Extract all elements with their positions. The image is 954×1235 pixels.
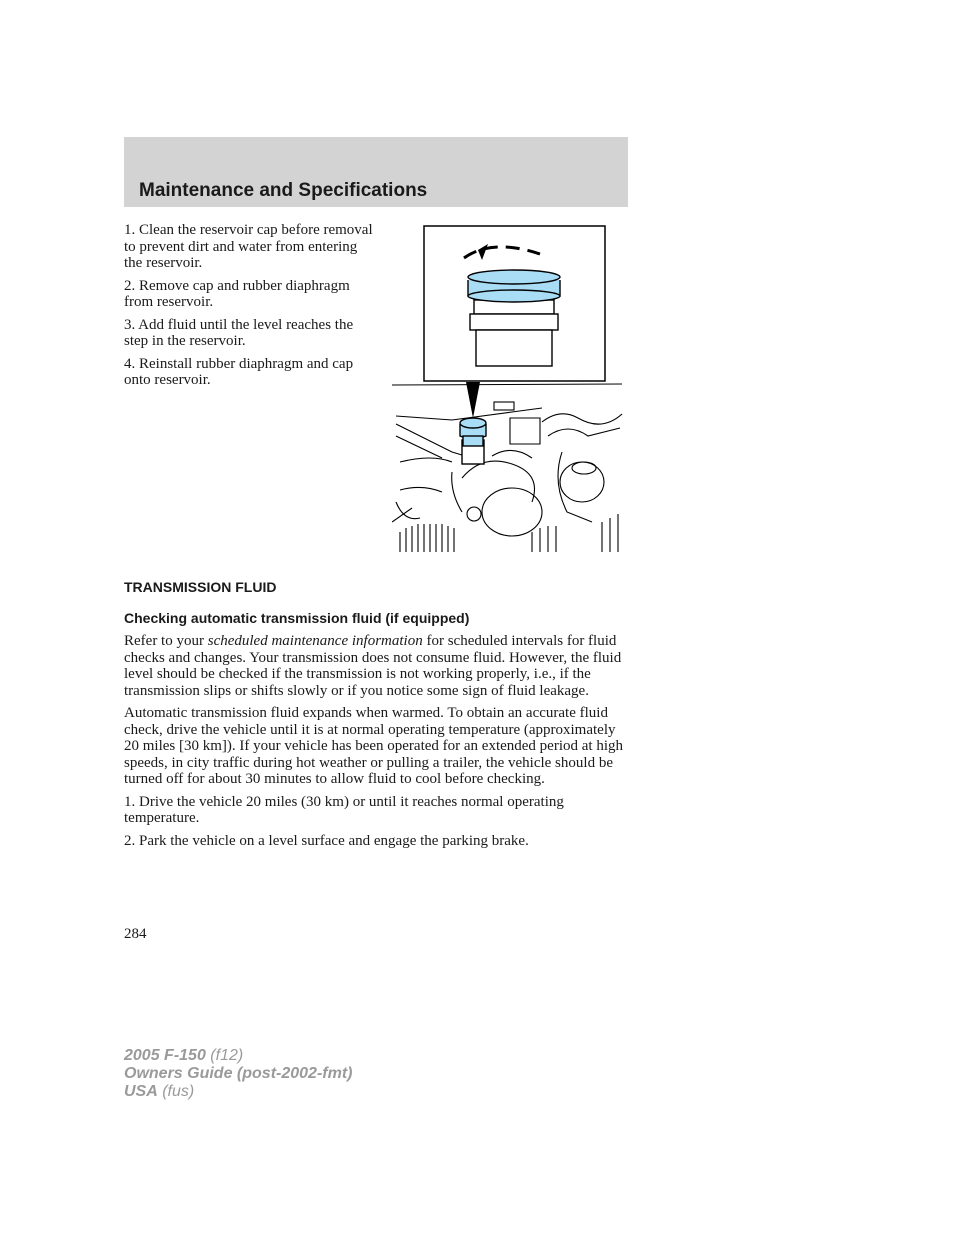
paragraph-1-italic: scheduled maintenance information bbox=[207, 633, 423, 649]
step-4: 4. Reinstall rubber diaphragm and cap onto reservoir. bbox=[124, 355, 354, 388]
engine-bay-drawing bbox=[392, 384, 622, 552]
footer-market: USA bbox=[124, 1083, 158, 1100]
procedure-item-1: 1. Drive the vehicle 20 miles (30 km) or until it reaches normal operating temperature. bbox=[124, 793, 564, 826]
footer-market-code: (fus) bbox=[157, 1083, 195, 1100]
pointer-wedge bbox=[466, 382, 480, 418]
section-title: Maintenance and Specifications bbox=[139, 180, 428, 201]
footer-model: 2005 F-150 bbox=[124, 1047, 206, 1064]
reservoir-cap-enlarged bbox=[468, 270, 560, 366]
section-header-band bbox=[124, 137, 628, 207]
footer-line-1 bbox=[124, 1047, 352, 1065]
footer-line-2: Owners Guide (post-2002-fmt) bbox=[124, 1065, 353, 1082]
reservoir-cap-illustration bbox=[392, 222, 628, 557]
procedure-item-2: 2. Park the vehicle on a level surface and engage the parking brake. bbox=[124, 832, 529, 849]
footer-model-code: (f12) bbox=[205, 1047, 244, 1064]
reservoir-steps bbox=[124, 222, 374, 395]
paragraph-1-start: Refer to your bbox=[124, 633, 208, 649]
document-footer bbox=[124, 1047, 352, 1101]
paragraph-1 bbox=[124, 633, 632, 699]
footer-line-3 bbox=[124, 1083, 352, 1101]
page-number: 284 bbox=[124, 926, 147, 942]
subsection-heading: Checking automatic transmission fluid (if equipped) bbox=[124, 610, 470, 626]
body-text bbox=[124, 633, 632, 855]
section-heading: TRANSMISSION FLUID bbox=[124, 579, 277, 595]
step-2: 2. Remove cap and rubber diaphragm from reservoir. bbox=[124, 277, 350, 310]
reservoir-in-engine bbox=[460, 418, 486, 464]
paragraph-2: Automatic transmission fluid expands when warmed. To obtain an accurate fluid check, drive the vehicle until it is at normal operating temperature (approximately 20 miles [30 km]). If your vehicle has been operated for an extended period at high speeds, in city traffic during hot weather or pulling a trailer, the vehicle should be turned off for about 30 minutes to allow fluid to cool before checking. bbox=[124, 705, 623, 787]
paragraph-1-end: for scheduled intervals for fluid checks and changes. Your transmission does not consume fluid. However, the fluid level should be checked if the transmission is not working properly, i.e., if the transmission slips or shifts slowly or if you notice some sign of fluid leakage. bbox=[124, 633, 622, 699]
step-1: 1. Clean the reservoir cap before removal to prevent dirt and water from entering the reservoir. bbox=[124, 222, 373, 271]
step-3: 3. Add fluid until the level reaches the step in the reservoir. bbox=[124, 316, 354, 349]
